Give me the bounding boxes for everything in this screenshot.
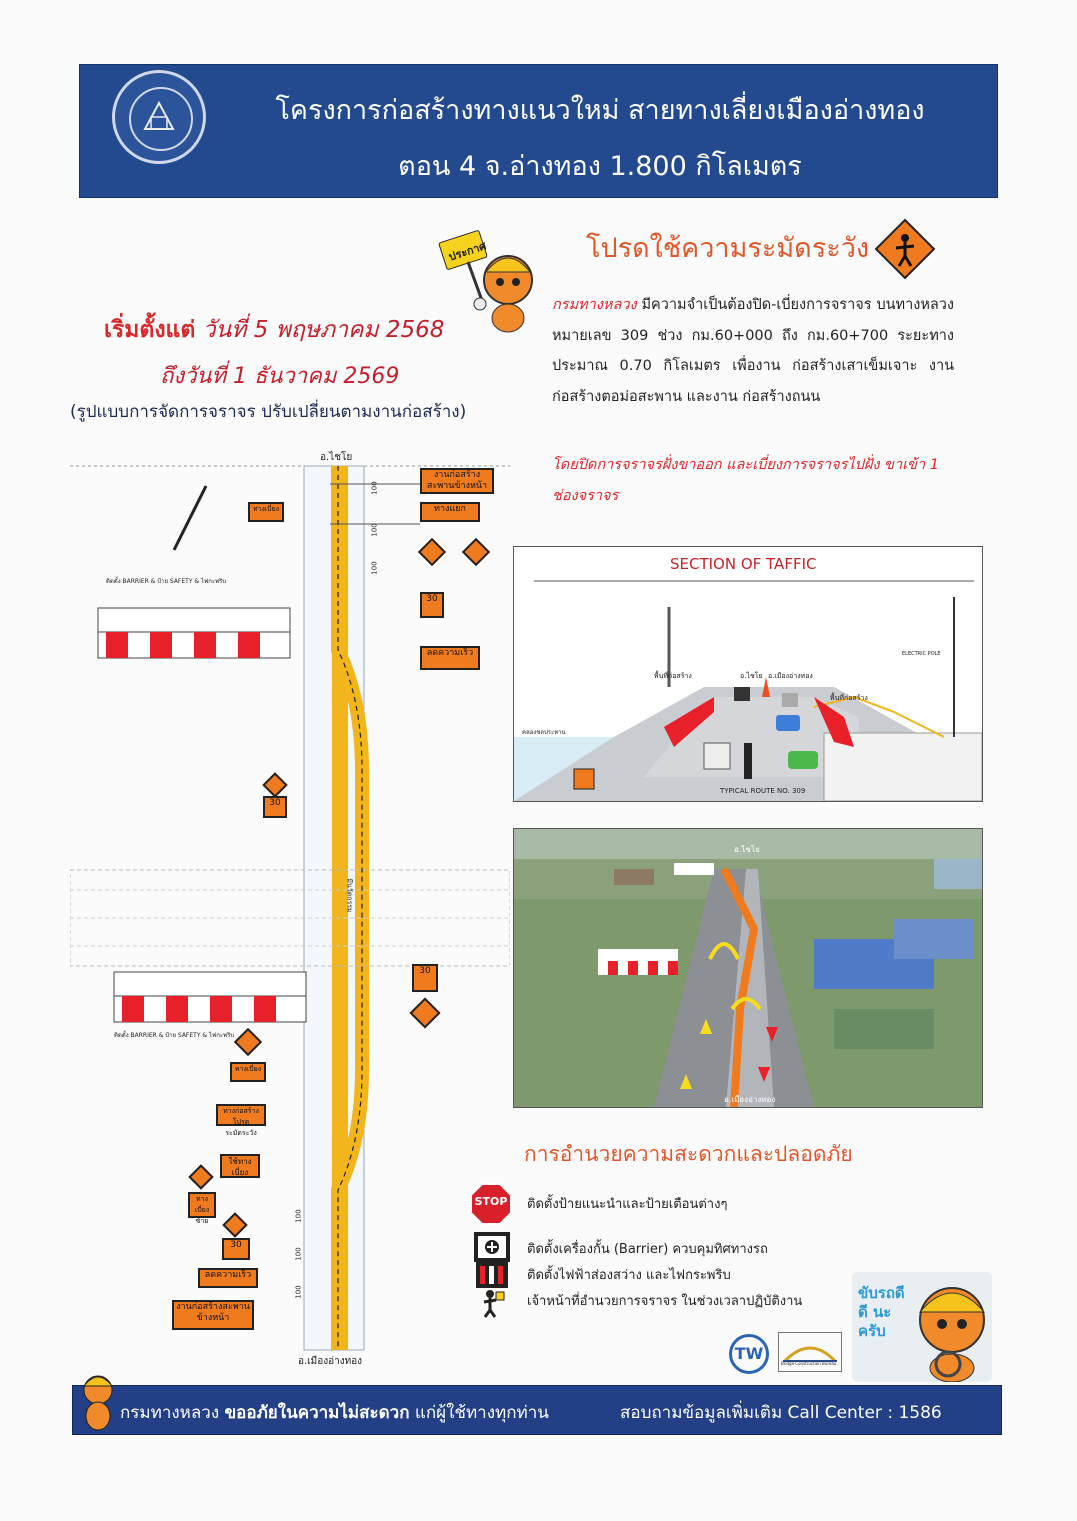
men-at-work-icon bbox=[880, 222, 932, 274]
section-right-road: อ.เมืองอ่างทอง bbox=[768, 672, 813, 680]
plan-sign-bridge-ahead: งานก่อสร้างสะพานข้างหน้า bbox=[420, 468, 494, 494]
plan-sign-left-detour: ทางเบี่ยงซ้าย bbox=[188, 1192, 216, 1218]
plan-sign-small: ทางเบี่ยง bbox=[248, 502, 284, 522]
facility-flagman: เจ้าหน้าที่อำนวยการจราจร ในช่วงเวลาปฏิบัติงาน bbox=[527, 1294, 803, 1309]
drive-safely-mascot bbox=[852, 1272, 992, 1382]
facility-lighting: ติดตั้งไฟฟ้าส่องสว่าง และไฟกระพริบ bbox=[527, 1268, 731, 1283]
plan-sign-reduce-speed: ลดความเร็ว bbox=[198, 1268, 258, 1288]
barrier-icon bbox=[474, 1232, 510, 1262]
footer-call-center: สอบถามข้อมูลเพิ่มเติม Call Center : 1586 bbox=[620, 1403, 942, 1423]
end-date: ถึงวันที่ 1 ธันวาคม 2569 bbox=[160, 364, 400, 389]
start-label: เริ่มตั้งแต่ bbox=[104, 317, 196, 343]
plan-distance-3: 100 bbox=[370, 561, 379, 575]
footer-rest: แก่ผู้ใช้ทางทุกท่าน bbox=[414, 1403, 549, 1423]
caution-title: โปรดใช้ความระมัดระวัง bbox=[586, 233, 870, 264]
plan-speed-sign-3: 30 bbox=[412, 964, 438, 992]
highway-mascot bbox=[438, 222, 538, 334]
facilities-title: การอำนวยความสะดวกและปลอดภัย bbox=[524, 1142, 853, 1166]
footer-message bbox=[120, 1399, 549, 1426]
title-line-1: โครงการก่อสร้างทางแนวใหม่ สายทางเลี่ยงเมืองอ่างทอง bbox=[275, 95, 925, 126]
section-canal: คลองชลประทาน bbox=[522, 729, 566, 736]
plan-speed-sign-4: 30 bbox=[222, 1238, 250, 1260]
section-route: TYPICAL ROUTE NO. 309 bbox=[720, 787, 806, 795]
facility-barrier: ติดตั้งเครื่องกั้น (Barrier) ควบคุมทิศทางรถ bbox=[527, 1242, 768, 1257]
plan-distance-2: 100 bbox=[370, 523, 379, 537]
caution-text: มีความจำเป็นต้องปิด-เบี่ยงการจราจร บนทางหลวงหมายเลข 309 ช่วง กม.60+000 ถึง กม.60+700 ระยะทางประมาณ 0.70 กิโลเมตร เพื่องาน ก่อสร้างเสาเข็มเจาะ งานก่อสร้างตอม่อสะพาน และงาน ก่อสร้างถนน bbox=[552, 297, 955, 405]
bridge-construction-bureau-logo bbox=[778, 1332, 842, 1372]
department-of-highways-logo bbox=[112, 70, 206, 164]
plan-sign-slow: ลดความเร็ว bbox=[420, 646, 480, 670]
section-pole: ELECTRIC POLE bbox=[902, 651, 941, 657]
plan-side-label: มีนวัตกรรม bbox=[345, 878, 354, 913]
drive-slogan: ขับรถดีดี นะครับ bbox=[858, 1284, 905, 1340]
section-right-area: พื้นที่ก่อสร้าง bbox=[830, 694, 868, 702]
plan-sign-bridge-work: งานก่อสร้างสะพานข้างหน้า bbox=[172, 1300, 254, 1330]
plan-bottom-label: อ.เมืองอ่างทอง bbox=[298, 1356, 363, 1367]
aerial-site-photo bbox=[513, 828, 983, 1108]
flashing-light-icon bbox=[476, 1262, 508, 1288]
mascot-sign-text: ประกาศ bbox=[447, 239, 488, 264]
section-of-traffic-figure bbox=[513, 546, 983, 802]
traffic-plan-diagram bbox=[70, 450, 510, 1370]
caution-body bbox=[552, 290, 954, 412]
bcb-logo-text: Bridge Construction Bureau bbox=[781, 1361, 837, 1366]
footer-apology: ขออภัยในความไม่สะดวก bbox=[224, 1403, 410, 1423]
plan-distance-5: 100 bbox=[294, 1247, 303, 1261]
flagman-icon bbox=[478, 1288, 508, 1318]
plan-sign-detour: ทางเบี่ยง bbox=[230, 1062, 266, 1082]
plan-barrier-note-2: ติดตั้ง BARRIER & ป้าย SAFETY & ไฟกะพริบ bbox=[114, 1032, 235, 1039]
caution-agency: กรมทางหลวง bbox=[552, 297, 637, 313]
traffic-plan-note: (รูปแบบการจัดการจราจร ปรับเปลี่ยนตามงานก่อสร้าง) bbox=[70, 402, 467, 422]
plan-speed-sign-2: 30 bbox=[263, 796, 287, 818]
caution-highlight: โดยปิดการจราจรฝั่งขาออก และเบี่ยงการจราจรไปฝั่ง ขาเข้า 1 ช่องจราจร bbox=[552, 457, 939, 504]
footer-mascot bbox=[78, 1370, 118, 1432]
plan-sign-junction: ทางแยก bbox=[420, 502, 480, 522]
plan-distance-6: 100 bbox=[294, 1285, 303, 1299]
start-date bbox=[104, 312, 444, 348]
section-left-road: อ.ไชโย bbox=[740, 672, 763, 680]
stop-sign-icon bbox=[470, 1183, 512, 1225]
footer-agency: กรมทางหลวง bbox=[120, 1403, 220, 1423]
plan-speed-sign-1: 30 bbox=[420, 592, 444, 618]
facility-signs: ติดตั้งป้ายแนะนำและป้ายเตือนต่างๆ bbox=[527, 1197, 728, 1212]
plan-sign-caution: ทางก่อสร้างโปรดระมัดระวัง bbox=[216, 1104, 266, 1126]
plan-distance-1: 100 bbox=[370, 481, 379, 495]
plan-distance-4: 100 bbox=[294, 1209, 303, 1223]
plan-top-label: อ.ไชโย bbox=[320, 452, 353, 463]
photo-top-label: อ.ไชโย bbox=[734, 845, 760, 854]
section-left-area: พื้นที่ก่อสร้าง bbox=[654, 672, 692, 680]
plan-sign-use-detour: ใช้ทางเบี่ยง bbox=[220, 1154, 260, 1178]
stop-sign-text: STOP bbox=[474, 1195, 508, 1208]
title-line-2: ตอน 4 จ.อ่างทอง 1.800 กิโลเมตร bbox=[398, 151, 802, 182]
start-date-text: วันที่ 5 พฤษภาคม 2568 bbox=[202, 317, 445, 343]
plan-barrier-note-1: ติดตั้ง BARRIER & ป้าย SAFETY & ไฟกะพริบ bbox=[106, 578, 227, 585]
photo-bottom-label: อ.เมืองอ่างทอง bbox=[724, 1095, 776, 1104]
section-title: SECTION OF TAFFIC bbox=[670, 555, 817, 573]
tw-logo: TW bbox=[729, 1334, 769, 1374]
